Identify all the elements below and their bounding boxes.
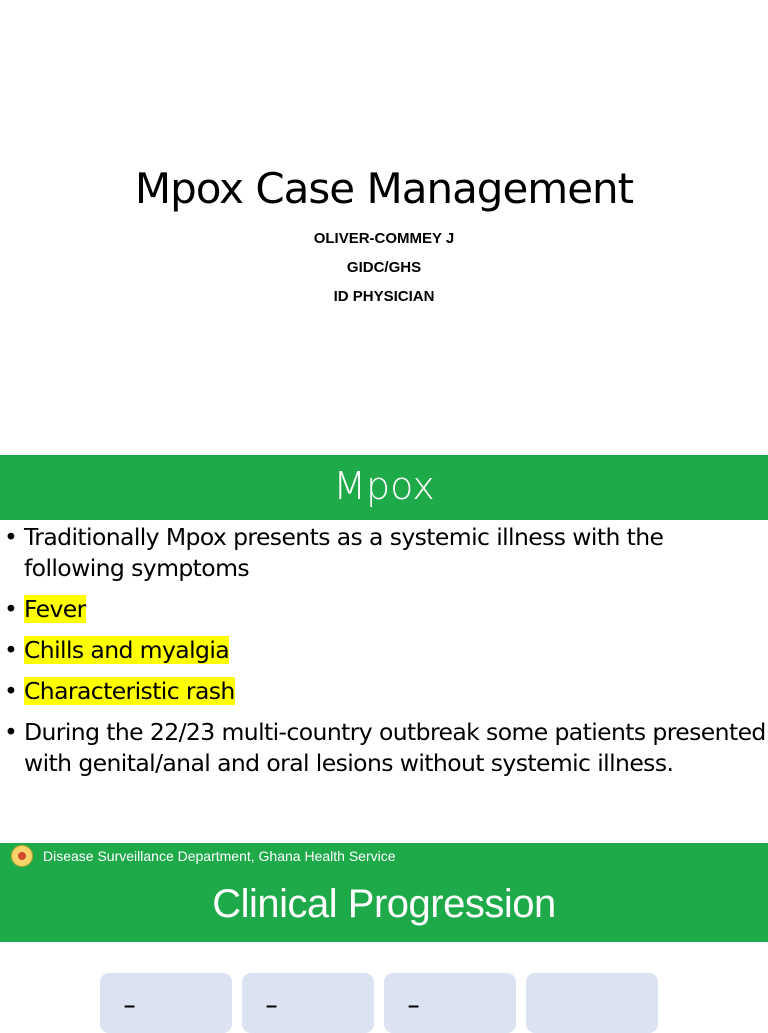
progression-card — [526, 973, 658, 1033]
list-item-text: During the 22/23 multi-country outbreak some patients presented with genital/anal and oral lesions without systemic illness. — [24, 718, 766, 777]
progression-card — [384, 973, 516, 1033]
title-slide — [0, 0, 768, 455]
progression-card — [100, 973, 232, 1033]
symptom-list — [0, 522, 768, 779]
list-item-text: Traditionally Mpox presents as a systemic illness with the following symptoms — [24, 523, 664, 582]
card-text: – — [124, 995, 136, 1017]
progression-card — [242, 973, 374, 1033]
progression-cards — [0, 973, 768, 1024]
mpox-heading-banner: Mpox — [0, 455, 768, 520]
list-item — [0, 676, 768, 707]
author-role: ID PHYSICIAN — [333, 288, 435, 305]
card-text: – — [266, 995, 278, 1017]
footer-text: Disease Surveillance Department, Ghana Health Service — [43, 848, 396, 864]
list-item-text: Characteristic rash — [24, 677, 235, 705]
list-item — [0, 635, 768, 666]
author-name: OLIVER-COMMEY J — [313, 230, 455, 247]
slide-title: Mpox Case Management — [134, 164, 634, 213]
footer-bar — [0, 843, 768, 869]
organization: GIDC/GHS — [346, 259, 422, 276]
list-item — [0, 717, 768, 779]
ghana-health-service-logo-icon — [11, 845, 33, 867]
card-text: – — [408, 995, 420, 1017]
clinical-progression-banner: Clinical Progression — [0, 868, 768, 942]
list-item — [0, 594, 768, 625]
list-item-text: Fever — [24, 595, 86, 623]
list-item — [0, 522, 768, 584]
list-item-text: Chills and myalgia — [24, 636, 230, 664]
